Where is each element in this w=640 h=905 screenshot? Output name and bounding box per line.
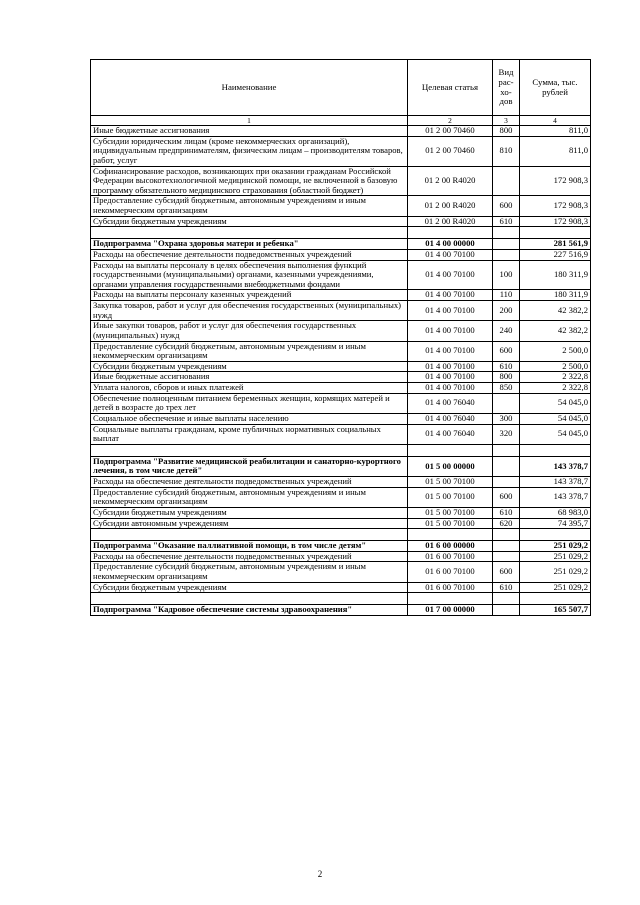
sum-cell: 2 500,0 — [520, 341, 591, 361]
sum-cell: 172 908,3 — [520, 196, 591, 216]
sum-cell: 811,0 — [520, 136, 591, 166]
table-row — [91, 126, 591, 137]
kind-cell: 600 — [493, 562, 520, 582]
sum-cell: 251 029,2 — [520, 551, 591, 562]
header-code: Целевая статья — [408, 60, 493, 116]
code-cell: 01 2 00 R4020 — [408, 216, 493, 227]
sum-cell: 54 045,0 — [520, 424, 591, 444]
name-cell: Предоставление субсидий бюджетным, автономным учреждениям и иным некоммерческим организациям — [91, 341, 408, 361]
table-row — [91, 383, 591, 394]
code-cell: 01 5 00 70100 — [408, 477, 493, 488]
code-cell: 01 5 00 70100 — [408, 507, 493, 518]
name-cell: Подпрограмма "Охрана здоровья матери и ребенка" — [91, 239, 408, 250]
header-sum: Сумма, тыс. рублей — [520, 60, 591, 116]
spacer-row — [91, 529, 591, 541]
code-cell: 01 4 00 70100 — [408, 321, 493, 341]
spacer-cell — [91, 444, 408, 456]
table-row — [91, 424, 591, 444]
name-cell: Иные закупки товаров, работ и услуг для обеспечения государственных (муниципальных) нужд — [91, 321, 408, 341]
kind-cell: 240 — [493, 321, 520, 341]
name-cell: Предоставление субсидий бюджетным, автономным учреждениям и иным некоммерческим организациям — [91, 196, 408, 216]
table-body — [91, 126, 591, 616]
kind-cell: 610 — [493, 582, 520, 593]
code-cell: 01 5 00 70100 — [408, 518, 493, 529]
name-cell: Предоставление субсидий бюджетным, автономным учреждениям и иным некоммерческим организациям — [91, 487, 408, 507]
name-cell: Обеспечение полноценным питанием беременных женщин, кормящих матерей и детей в возрасте до трех лет — [91, 393, 408, 413]
kind-cell: 600 — [493, 341, 520, 361]
sum-cell: 2 322,8 — [520, 372, 591, 383]
sum-cell: 811,0 — [520, 126, 591, 137]
sum-cell: 68 983,0 — [520, 507, 591, 518]
code-cell: 01 4 00 70100 — [408, 383, 493, 394]
name-cell: Иные бюджетные ассигнования — [91, 126, 408, 137]
name-cell: Субсидии бюджетным учреждениям — [91, 361, 408, 372]
code-cell: 01 5 00 00000 — [408, 456, 493, 476]
spacer-cell — [493, 227, 520, 239]
spacer-cell — [408, 529, 493, 541]
column-number: 1 — [91, 116, 408, 126]
code-cell: 01 2 00 R4020 — [408, 196, 493, 216]
sum-cell: 54 045,0 — [520, 413, 591, 424]
name-cell: Софинансирование расходов, возникающих при оказании гражданам Российской Федерации высокотехнологичной медицинской помощи, не включенной в базовую программу обязательного медицинского страхования (областной бюджет) — [91, 166, 408, 196]
spacer-cell — [520, 593, 591, 605]
kind-cell — [493, 456, 520, 476]
kind-cell — [493, 239, 520, 250]
sum-cell: 251 029,2 — [520, 582, 591, 593]
name-cell: Расходы на обеспечение деятельности подведомственных учреждений — [91, 551, 408, 562]
kind-cell: 620 — [493, 518, 520, 529]
code-cell: 01 4 00 76040 — [408, 424, 493, 444]
code-cell: 01 6 00 70100 — [408, 551, 493, 562]
name-cell: Подпрограмма "Оказание паллиативной помощи, в том числе детям" — [91, 541, 408, 552]
kind-cell — [493, 249, 520, 260]
spacer-cell — [408, 227, 493, 239]
table-row — [91, 393, 591, 413]
table-row — [91, 477, 591, 488]
budget-table — [90, 59, 591, 616]
name-cell: Иные бюджетные ассигнования — [91, 372, 408, 383]
name-cell: Расходы на обеспечение деятельности подведомственных учреждений — [91, 249, 408, 260]
subprogram-row — [91, 541, 591, 552]
table-row — [91, 413, 591, 424]
table-row — [91, 372, 591, 383]
code-cell: 01 4 00 00000 — [408, 239, 493, 250]
spacer-cell — [408, 444, 493, 456]
name-cell: Социальные выплаты гражданам, кроме публичных нормативных социальных выплат — [91, 424, 408, 444]
sum-cell: 251 029,2 — [520, 562, 591, 582]
spacer-cell — [91, 529, 408, 541]
spacer-cell — [91, 593, 408, 605]
kind-cell: 800 — [493, 372, 520, 383]
sum-cell: 281 561,9 — [520, 239, 591, 250]
table-row — [91, 518, 591, 529]
code-cell: 01 2 00 70460 — [408, 136, 493, 166]
subprogram-row — [91, 456, 591, 476]
sum-cell: 227 516,9 — [520, 249, 591, 260]
code-cell: 01 2 00 R4020 — [408, 166, 493, 196]
column-number: 4 — [520, 116, 591, 126]
code-cell: 01 6 00 00000 — [408, 541, 493, 552]
code-cell: 01 4 00 76040 — [408, 413, 493, 424]
kind-cell: 300 — [493, 413, 520, 424]
table-row — [91, 260, 591, 290]
table-row — [91, 166, 591, 196]
table-row — [91, 507, 591, 518]
spacer-row — [91, 593, 591, 605]
sum-cell: 42 382,2 — [520, 321, 591, 341]
table-row — [91, 249, 591, 260]
kind-cell: 100 — [493, 260, 520, 290]
kind-cell: 610 — [493, 507, 520, 518]
code-cell: 01 4 00 76040 — [408, 393, 493, 413]
kind-cell: 610 — [493, 216, 520, 227]
table-row — [91, 562, 591, 582]
page-number: 2 — [317, 869, 323, 879]
name-cell: Предоставление субсидий бюджетным, автономным учреждениям и иным некоммерческим организациям — [91, 562, 408, 582]
kind-cell: 850 — [493, 383, 520, 394]
table-row — [91, 196, 591, 216]
sum-cell: 42 382,2 — [520, 301, 591, 321]
code-cell: 01 4 00 70100 — [408, 341, 493, 361]
kind-cell: 200 — [493, 301, 520, 321]
name-cell: Расходы на выплаты персоналу казенных учреждений — [91, 290, 408, 301]
sum-cell: 180 311,9 — [520, 260, 591, 290]
table-row — [91, 487, 591, 507]
sum-cell: 165 507,7 — [520, 605, 591, 616]
kind-cell — [493, 605, 520, 616]
table-header-row — [91, 60, 591, 116]
code-cell: 01 7 00 00000 — [408, 605, 493, 616]
table-row — [91, 290, 591, 301]
code-cell: 01 4 00 70100 — [408, 260, 493, 290]
sum-cell: 143 378,7 — [520, 456, 591, 476]
code-cell: 01 6 00 70100 — [408, 562, 493, 582]
name-cell: Субсидии бюджетным учреждениям — [91, 582, 408, 593]
name-cell: Субсидии бюджетным учреждениям — [91, 507, 408, 518]
name-cell: Расходы на выплаты персоналу в целях обеспечения выполнения функций государственными (муниципальными) органами, казенными учреждениями, органами управления государственными внебюджетными фондами — [91, 260, 408, 290]
sum-cell: 74 395,7 — [520, 518, 591, 529]
table-row — [91, 136, 591, 166]
sum-cell: 180 311,9 — [520, 290, 591, 301]
kind-cell — [493, 551, 520, 562]
sum-cell: 2 322,8 — [520, 383, 591, 394]
column-number-row — [91, 116, 591, 126]
kind-cell: 600 — [493, 196, 520, 216]
code-cell: 01 5 00 70100 — [408, 487, 493, 507]
header-name: Наименование — [91, 60, 408, 116]
kind-cell: 320 — [493, 424, 520, 444]
sum-cell: 172 908,3 — [520, 166, 591, 196]
table-row — [91, 582, 591, 593]
name-cell: Подпрограмма "Кадровое обеспечение системы здравоохранения" — [91, 605, 408, 616]
spacer-cell — [493, 444, 520, 456]
column-number: 2 — [408, 116, 493, 126]
kind-cell: 610 — [493, 361, 520, 372]
table-row — [91, 551, 591, 562]
subprogram-row — [91, 239, 591, 250]
code-cell: 01 4 00 70100 — [408, 361, 493, 372]
spacer-cell — [520, 529, 591, 541]
spacer-cell — [520, 227, 591, 239]
spacer-cell — [408, 593, 493, 605]
kind-cell — [493, 393, 520, 413]
kind-cell: 110 — [493, 290, 520, 301]
code-cell: 01 4 00 70100 — [408, 249, 493, 260]
name-cell: Закупка товаров, работ и услуг для обеспечения государственных (муниципальных) нужд — [91, 301, 408, 321]
sum-cell: 54 045,0 — [520, 393, 591, 413]
table-row — [91, 301, 591, 321]
sum-cell: 2 500,0 — [520, 361, 591, 372]
spacer-cell — [520, 444, 591, 456]
name-cell: Субсидии автономным учреждениям — [91, 518, 408, 529]
name-cell: Социальное обеспечение и иные выплаты населению — [91, 413, 408, 424]
column-number: 3 — [493, 116, 520, 126]
sum-cell: 172 908,3 — [520, 216, 591, 227]
table-row — [91, 361, 591, 372]
table-row — [91, 341, 591, 361]
name-cell: Субсидии бюджетным учреждениям — [91, 216, 408, 227]
kind-cell — [493, 541, 520, 552]
kind-cell: 810 — [493, 136, 520, 166]
table-row — [91, 321, 591, 341]
name-cell: Субсидии юридическим лицам (кроме некоммерческих организаций), индивидуальным предпринимателям, физическим лицам – производителям товаров, работ, услуг — [91, 136, 408, 166]
budget-sheet — [90, 59, 590, 616]
kind-cell — [493, 166, 520, 196]
name-cell: Подпрограмма "Развитие медицинской реабилитации и санаторно-курортного лечения, в том числе детей" — [91, 456, 408, 476]
spacer-row — [91, 227, 591, 239]
code-cell: 01 2 00 70460 — [408, 126, 493, 137]
spacer-cell — [91, 227, 408, 239]
name-cell: Уплата налогов, сборов и иных платежей — [91, 383, 408, 394]
spacer-row — [91, 444, 591, 456]
code-cell: 01 6 00 70100 — [408, 582, 493, 593]
kind-cell — [493, 477, 520, 488]
sum-cell: 143 378,7 — [520, 477, 591, 488]
kind-cell: 800 — [493, 126, 520, 137]
sum-cell: 143 378,7 — [520, 487, 591, 507]
header-kind: Вид рас- хо- дов — [493, 60, 520, 116]
code-cell: 01 4 00 70100 — [408, 372, 493, 383]
code-cell: 01 4 00 70100 — [408, 301, 493, 321]
spacer-cell — [493, 529, 520, 541]
spacer-cell — [493, 593, 520, 605]
name-cell: Расходы на обеспечение деятельности подведомственных учреждений — [91, 477, 408, 488]
table-row — [91, 216, 591, 227]
code-cell: 01 4 00 70100 — [408, 290, 493, 301]
sum-cell: 251 029,2 — [520, 541, 591, 552]
subprogram-row — [91, 605, 591, 616]
kind-cell: 600 — [493, 487, 520, 507]
